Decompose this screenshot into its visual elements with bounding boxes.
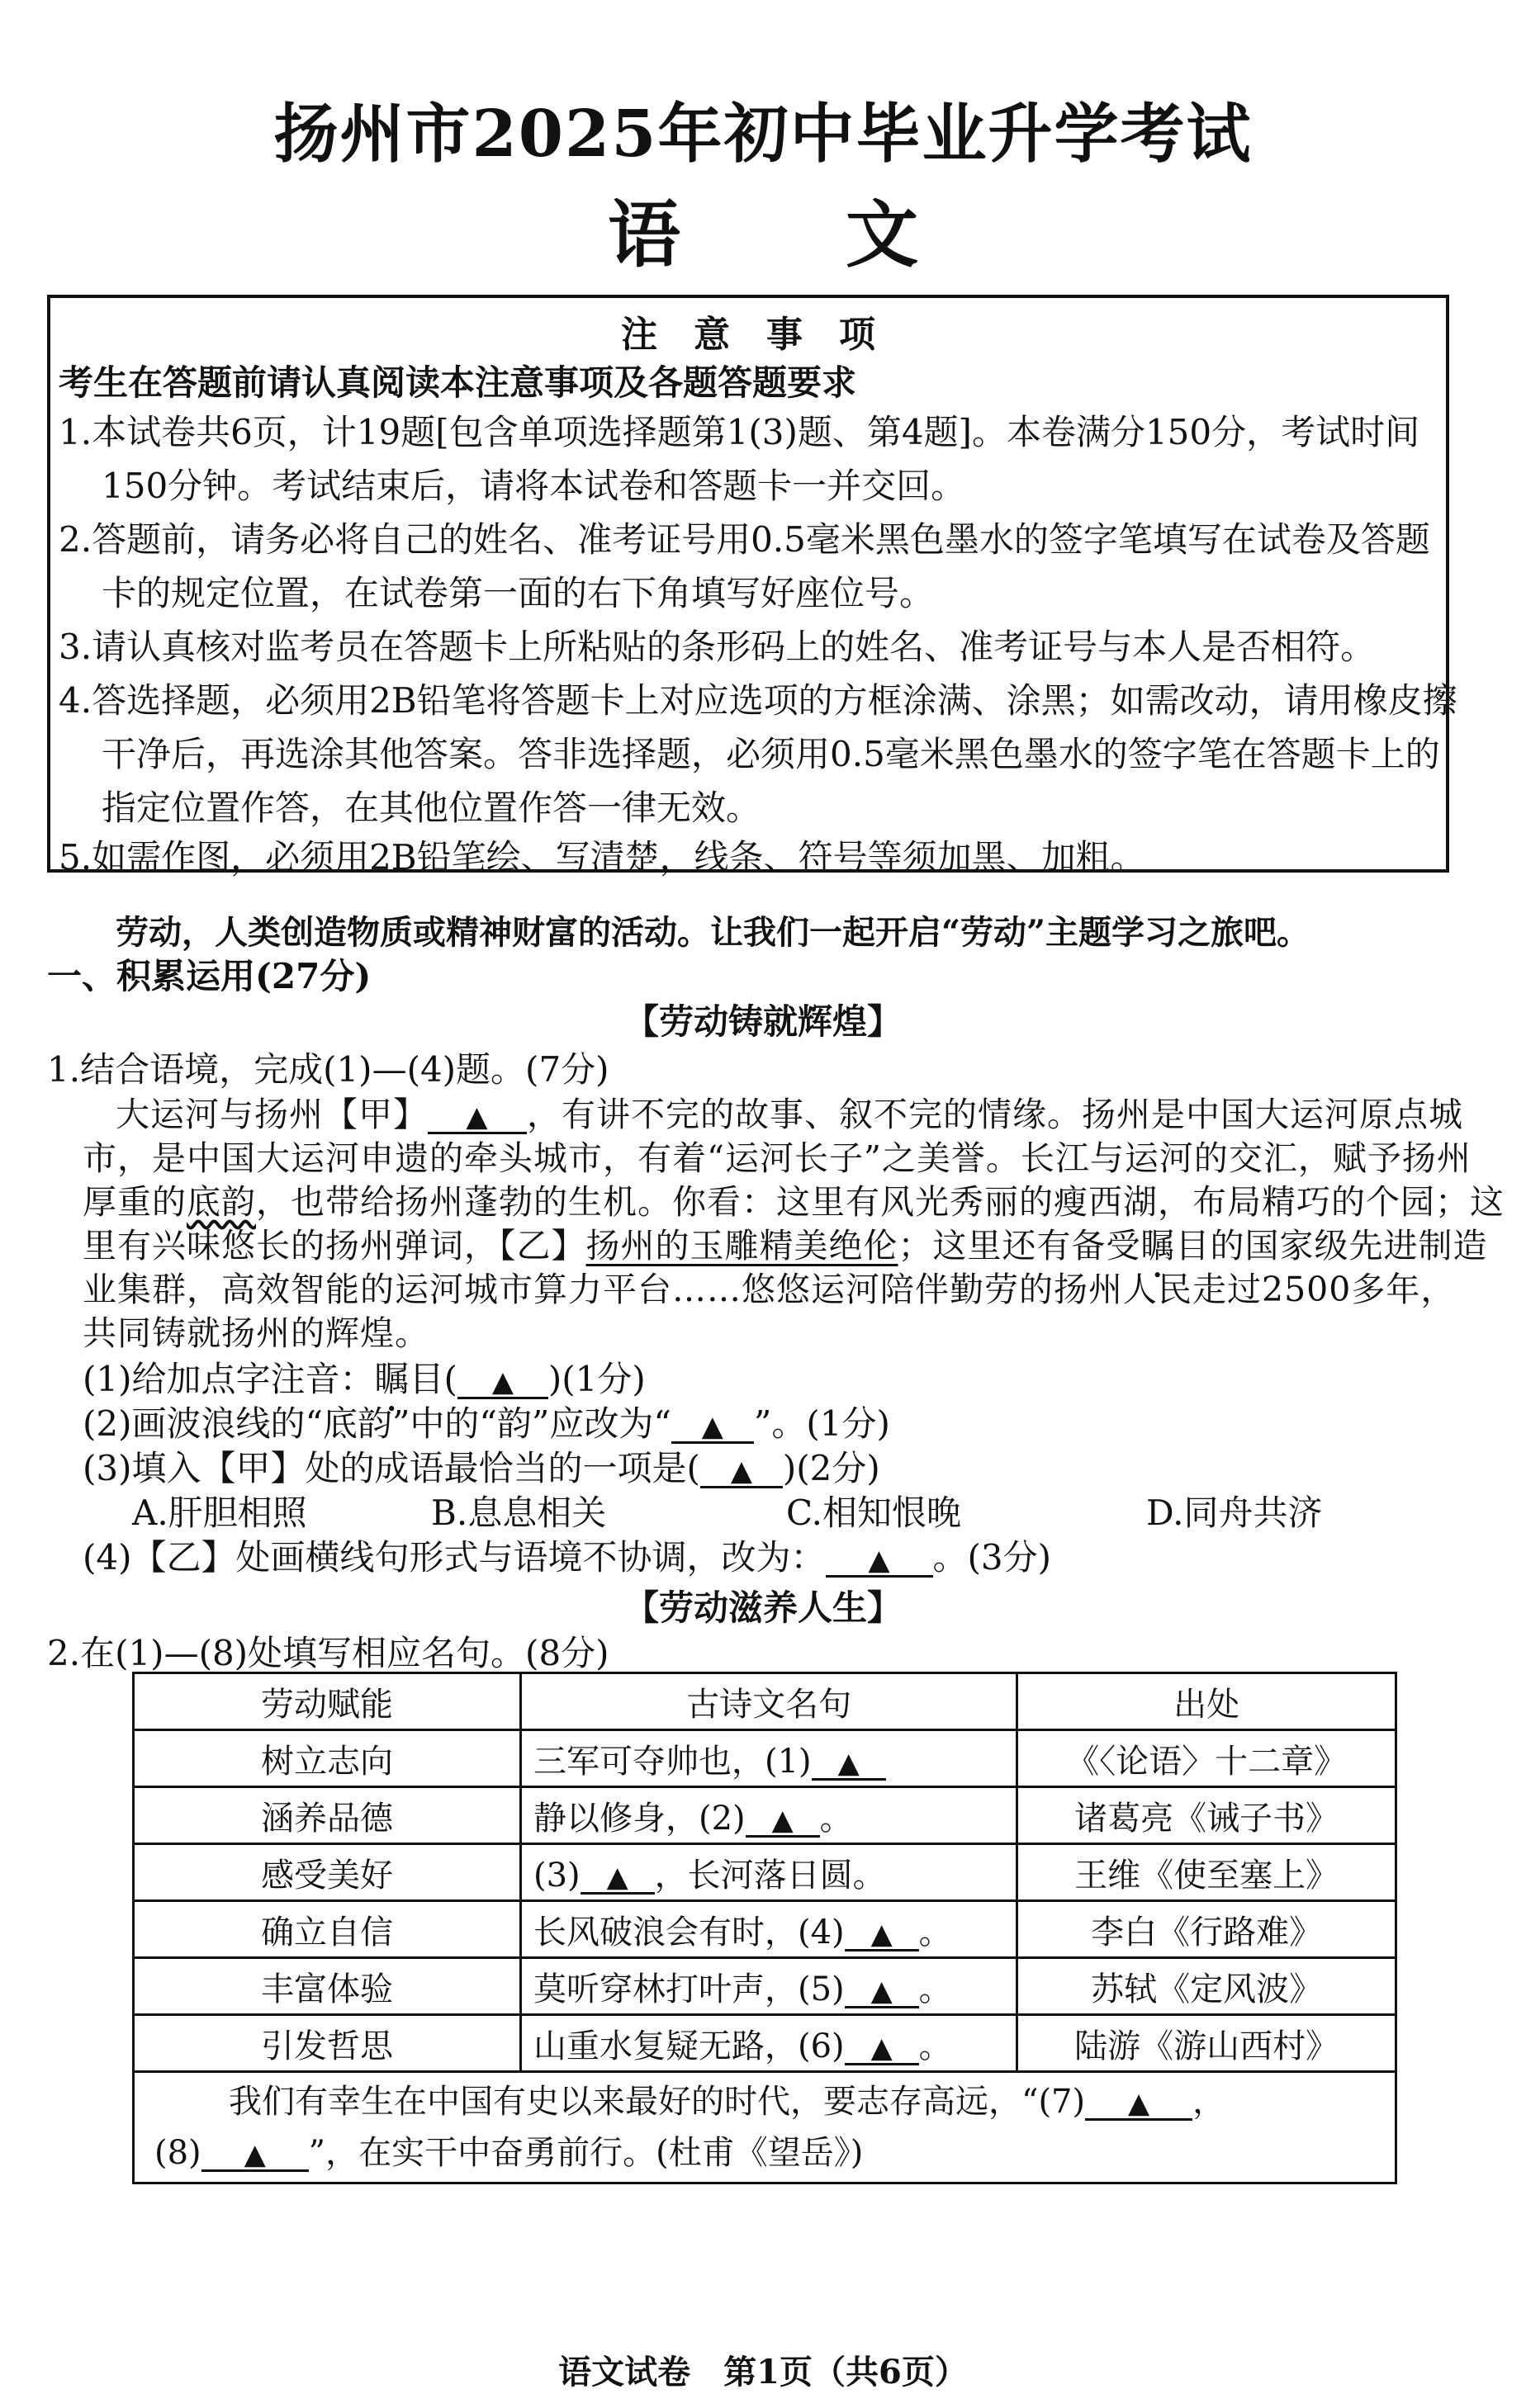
exam-title: 扬州市2025年初中毕业升学考试 bbox=[273, 97, 1253, 172]
page-footer: 语文试卷 第1页（共6页） bbox=[558, 2353, 968, 2391]
notice-line: 150分钟。考试结束后，请将本试卷和答题卡一并交回。 bbox=[102, 466, 966, 506]
notice-line: 指定位置作答，在其他位置作答一律无效。 bbox=[102, 788, 761, 828]
passage-line: 厚重的底韵，也带给扬州蓬勃的生机。你看：这里有风光秀丽的瘦西湖，布局精巧的个园；这 bbox=[83, 1182, 1505, 1222]
q2-stem: 2.在(1)—(8)处填写相应名句。(8分) bbox=[47, 1633, 609, 1673]
q1-sub3: (3)填入【甲】处的成语最恰当的一项是( ▲ )(2分) bbox=[83, 1448, 880, 1488]
table-row: 引发哲思 山重水复疑无路，(6) ▲ 。 陆游《游山西村》 bbox=[134, 2015, 1396, 2072]
theme-intro: 劳动，人类创造物质或精神财富的活动。让我们一起开启“劳动”主题学习之旅吧。 bbox=[116, 913, 1310, 952]
answer-blank[interactable]: ▲ bbox=[700, 1451, 783, 1488]
notice-line: 2.答题前，请务必将自己的姓名、准考证号用0.5毫米黑色墨水的签字笔填写在试卷及答题 bbox=[59, 519, 1430, 560]
notice-line: 卡的规定位置，在试卷第一面的右下角填写好座位号。 bbox=[102, 573, 935, 613]
passage-line: 共同铸就扬州的辉煌。 bbox=[83, 1313, 429, 1353]
notice-line: 5.如需作图，必须用2B铅笔绘、写清楚，线条、符号等须加黑、加粗。 bbox=[59, 837, 1145, 878]
answer-blank[interactable]: ▲ bbox=[845, 1973, 919, 2008]
section-title: 一、积累运用(27分) bbox=[47, 956, 372, 996]
column-header: 出处 bbox=[1017, 1673, 1396, 1730]
passage-line: 大运河与扬州【甲】 ▲ ，有讲不完的故事、叙不完的情缘。扬州是中国大运河原点城 bbox=[116, 1095, 1463, 1134]
subject-title: 语文 bbox=[607, 192, 1083, 277]
subsection-heading: 【劳动铸就辉煌】 bbox=[623, 1001, 902, 1042]
answer-blank[interactable]: ▲ bbox=[845, 2030, 919, 2065]
q1-sub2: (2)画波浪线的“底韵”中的“韵”应改为“ ▲ ”。(1分) bbox=[83, 1403, 890, 1444]
blank-jia[interactable]: ▲ bbox=[428, 1098, 527, 1134]
summary-line: 我们有幸生在中国有史以来最好的时代，要志存高远，“(7) ▲ ， bbox=[229, 2083, 1226, 2121]
passage-line: 业集群，高效智能的运河城市算力平台……悠悠运河陪伴勤劳的扬州人民走过2500多年， bbox=[83, 1270, 1456, 1309]
poem-table bbox=[132, 1672, 1397, 2184]
table-row: 树立志向 三军可夺帅也，(1) ▲ 《〈论语〉十二章》 bbox=[134, 1730, 1396, 1787]
table-row: 感受美好 (3) ▲ ，长河落日圆。 王维《使至塞上》 bbox=[134, 1844, 1396, 1901]
table-header-row bbox=[134, 1673, 1396, 1730]
notice-heading: 注意事项 bbox=[621, 314, 912, 356]
answer-blank[interactable]: ▲ bbox=[201, 2136, 309, 2172]
column-header: 劳动赋能 bbox=[134, 1673, 521, 1730]
notice-subheading: 考生在答题前请认真阅读本注意事项及各题答题要求 bbox=[59, 362, 857, 403]
summary-line: (8) ▲ ”，在实干中奋勇前行。(杜甫《望岳》) bbox=[154, 2134, 864, 2172]
answer-blank[interactable]: ▲ bbox=[746, 1802, 820, 1838]
answer-blank[interactable]: ▲ bbox=[845, 1916, 919, 1951]
answer-blank[interactable]: ▲ bbox=[457, 1362, 548, 1399]
option-d[interactable]: D.同舟共济 bbox=[1146, 1493, 1323, 1533]
subsection-heading: 【劳动滋养人生】 bbox=[623, 1587, 902, 1628]
answer-blank[interactable]: ▲ bbox=[826, 1540, 933, 1578]
table-row: 确立自信 长风破浪会有时，(4) ▲ 。 李白《行路难》 bbox=[134, 1901, 1396, 1958]
answer-blank[interactable]: ▲ bbox=[812, 1745, 886, 1781]
passage-line: 市，是中国大运河申遗的牵头城市，有着“运河长子”之美誉。长江与运河的交汇，赋予扬州 bbox=[83, 1138, 1472, 1178]
option-b[interactable]: B.息息相关 bbox=[431, 1493, 607, 1533]
underlined-sentence: 扬州的玉雕精美绝伦 bbox=[585, 1226, 898, 1266]
column-header: 古诗文名句 bbox=[520, 1673, 1017, 1730]
notice-line: 3.请认真核对监考员在答题卡上所粘贴的条形码上的姓名、准考证号与本人是否相符。 bbox=[59, 627, 1376, 667]
notice-line: 4.答选择题，必须用2B铅笔将答题卡上对应选项的方框涂满、涂黑；如需改动，请用橡皮擦 bbox=[59, 680, 1457, 721]
passage-line: 里有兴味悠长的扬州弹词，【乙】扬州的玉雕精美绝伦；这里还有备受瞩目的国家级先进制造 bbox=[83, 1226, 1488, 1266]
table-row: 丰富体验 莫听穿林打叶声，(5) ▲ 。 苏轼《定风波》 bbox=[134, 1958, 1396, 2015]
table-summary-row bbox=[134, 2072, 1396, 2183]
option-c[interactable]: C.相知恨晚 bbox=[786, 1493, 961, 1533]
dotted-char: 瞩 bbox=[1140, 1226, 1176, 1266]
answer-blank[interactable]: ▲ bbox=[1085, 2085, 1192, 2121]
table-row: 涵养品德 静以修身，(2) ▲ 。 诸葛亮《诫子书》 bbox=[134, 1787, 1396, 1844]
notice-line: 1.本试卷共6页，计19题[包含单项选择题第1(3)题、第4题]。本卷满分150分，考试时间 bbox=[59, 412, 1420, 452]
q1-stem: 1.结合语境，完成(1)—(4)题。(7分) bbox=[47, 1049, 609, 1090]
q1-sub1: (1)给加点字注音：瞩目( ▲ )(1分) bbox=[83, 1359, 646, 1399]
answer-blank[interactable]: ▲ bbox=[581, 1859, 655, 1895]
wavy-underlined-word: 底韵 bbox=[187, 1182, 256, 1222]
answer-blank[interactable]: ▲ bbox=[671, 1407, 754, 1444]
notice-line: 干净后，再选涂其他答案。答非选择题，必须用0.5毫米黑色墨水的签字笔在答题卡上的 bbox=[102, 734, 1440, 774]
option-a[interactable]: A.肝胆相照 bbox=[132, 1493, 307, 1533]
notice-box bbox=[47, 295, 1457, 878]
q1-sub4: (4)【乙】处画横线句形式与语境不协调，改为： ▲ 。(3分) bbox=[83, 1537, 1051, 1578]
